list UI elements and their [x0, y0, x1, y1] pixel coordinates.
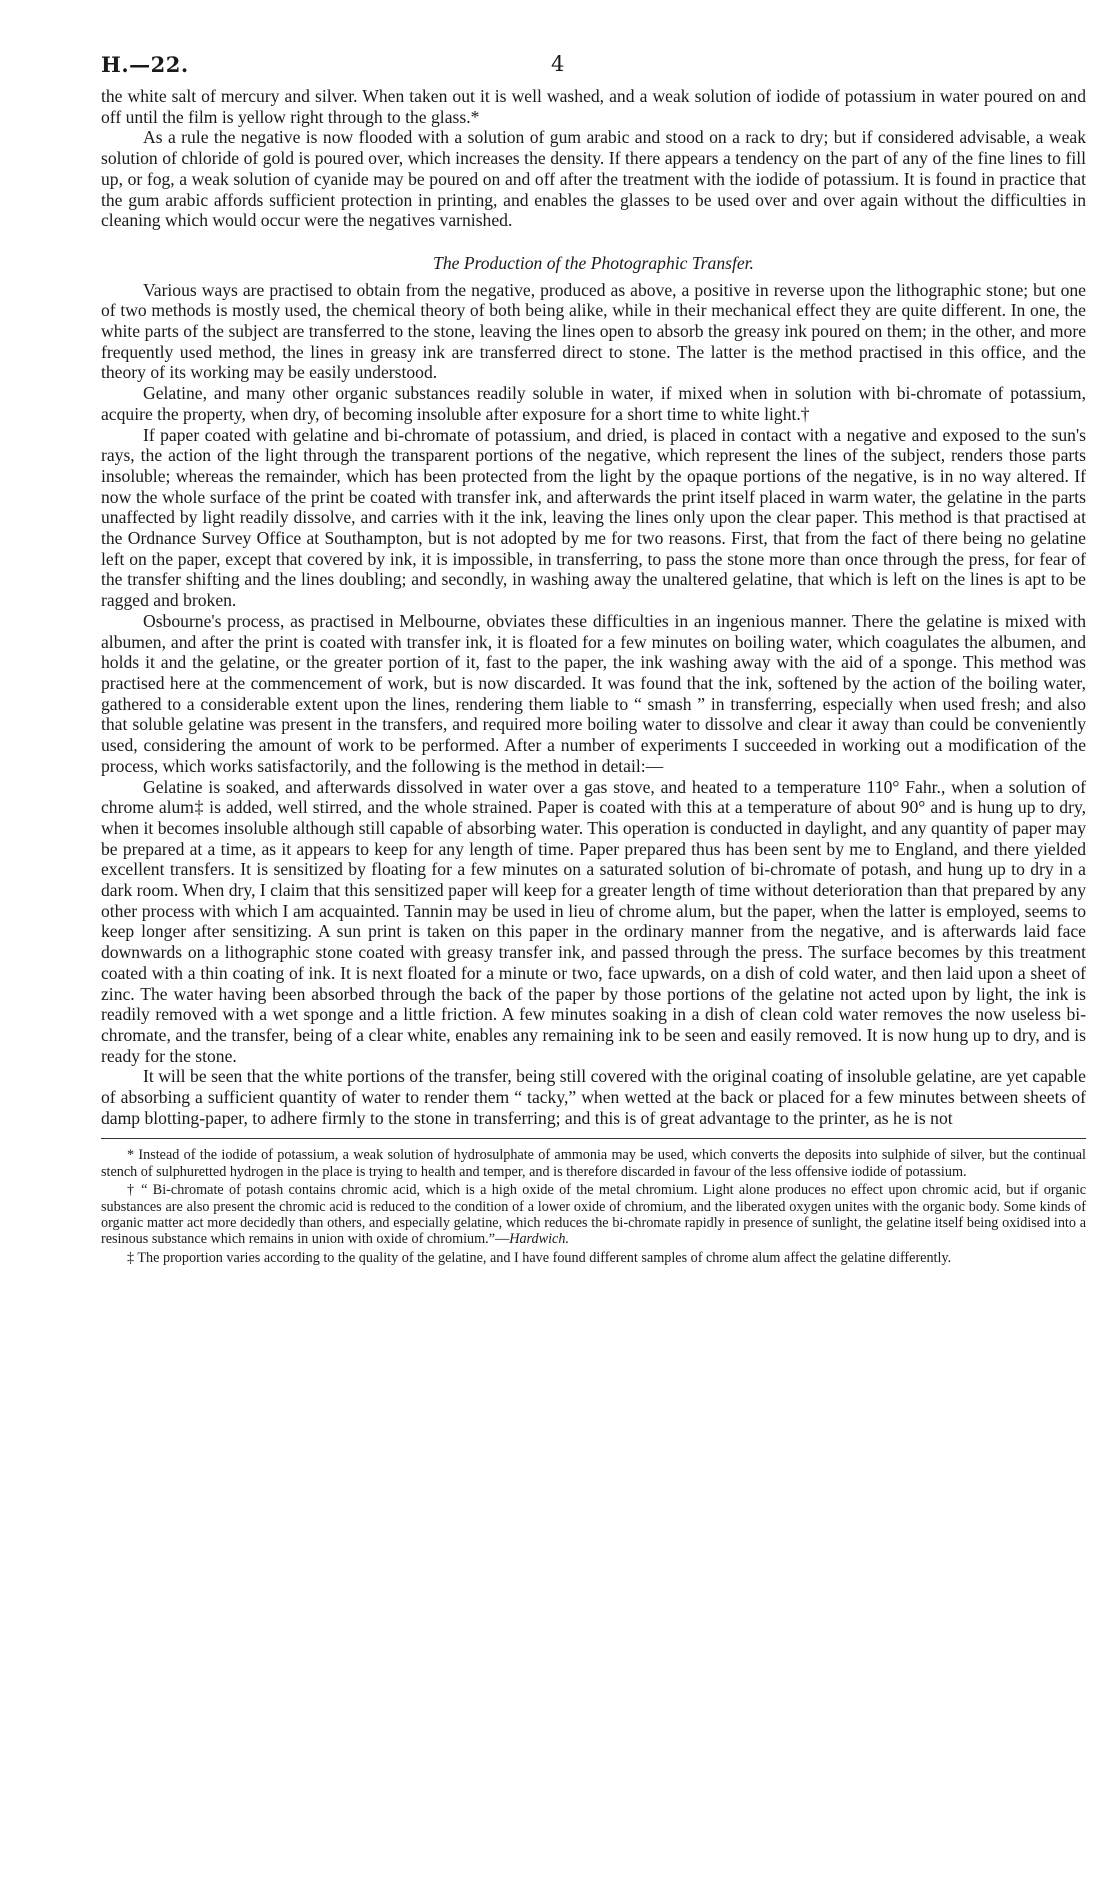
body-text: [101, 86, 1086, 1128]
paragraph: the white salt of mercury and silver. When taken out it is well washed, and a weak solution of iodide of potassium in water poured on and off until the film is yellow right through to the glass.*: [101, 86, 1086, 127]
footnotes: [101, 1147, 1086, 1266]
page-number: 4: [551, 52, 565, 76]
footnote-dagger-text: † “ Bi-chromate of potash contains chromic acid, which is a high oxide of the metal chromium. Light alone produces no effect upon chromic acid, but if organic substances are also present the chromic acid is reduced to the condition of a lower oxide of chromium, and the liberated oxygen unites with the organic body. Some kinds of organic matter act more decidedly than others, and especially gelatine, which reduces the bi-chromate rapidly in presence of sunlight, the gelatine itself being oxidised into a resinous substance which remains in union with oxide of chromium.”—: [101, 1182, 1086, 1248]
paragraph: It will be seen that the white portions of the transfer, being still covered with the original coating of insoluble gelatine, are yet capable of absorbing a sufficient quantity of water to render them “ tacky,” when wetted at the back or placed for a few minutes between sheets of damp blotting-paper, to adhere firmly to the stone in transferring; and this is of great advantage to the printer, as he is not: [101, 1066, 1086, 1128]
document-page: [101, 52, 1086, 1268]
paragraph: If paper coated with gelatine and bi-chromate of potassium, and dried, is placed in contact with a negative and exposed to the sun's rays, the action of the light through the transparent portions of the negative, which represent the lines of the subject, renders those parts insoluble; whereas the remainder, which has been protected from the light by the opaque portions of the negative, is in no way altered. If now the whole surface of the print be coated with transfer ink, and afterwards the print itself placed in warm water, the gelatine in the parts unaffected by light readily dissolve, and carries with it the ink, leaving the lines only upon the clear paper. This method is that practised at the Ordnance Survey Office at Southampton, but is not adopted by me for two reasons. First, that from the fact of there being no gelatine left on the paper, except that covered by ink, it is impossible, in transferring, to pass the stone more than once through the press, for fear of the transfer shifting and the lines doubling; and secondly, in washing away the unaltered gelatine, that which is left on the lines is apt to be ragged and broken.: [101, 424, 1086, 611]
paragraph: Gelatine, and many other organic substances readily soluble in water, if mixed when in solution with bi-chromate of potassium, acquire the property, when dry, of becoming insoluble after exposure for a short time to white light.†: [101, 383, 1086, 424]
footnote-dagger: [101, 1182, 1086, 1248]
section-heading: The Production of the Photographic Transfer.: [433, 252, 754, 273]
page-header: [101, 52, 1086, 86]
footnote-star: * Instead of the iodide of potassium, a weak solution of hydrosulphate of ammonia may be used, which converts the deposits into sulphide of silver, but the continual stench of sulphuretted hydrogen in the place is trying to health and temper, and is therefore discarded in favour of the less offensive iodide of potassium.: [101, 1147, 1086, 1180]
paragraph: Various ways are practised to obtain from the negative, produced as above, a positive in reverse upon the lithographic stone; but one of two methods is mostly used, the chemical theory of both being alike, while in their mechanical effect they are quite different. In one, the white parts of the subject are transferred to the stone, leaving the lines open to absorb the greasy ink poured on them; in the other, and more frequently used method, the lines in greasy ink are transferred direct to stone. The latter is the method practised in this office, and the theory of its working may be easily understood.: [101, 279, 1086, 383]
footnote-divider: [101, 1138, 1086, 1139]
paragraph: As a rule the negative is now flooded with a solution of gum arabic and stood on a rack to dry; but if considered advisable, a weak solution of chloride of gold is poured over, which increases the density. If there appears a tendency on the part of any of the fine lines to fill up, or fog, a weak solution of cyanide may be poured on and off after the treatment with the iodide of potassium. It is found in practice that the gum arabic affords sufficient protection in printing, and enables the glasses to be used over and over again without the difficulties in cleaning which would occur were the negatives varnished.: [101, 127, 1086, 231]
footnote-double-dagger: ‡ The proportion varies according to the quality of the gelatine, and I have found different samples of chrome alum affect the gelatine differently.: [127, 1249, 952, 1266]
paragraph: Gelatine is soaked, and afterwards dissolved in water over a gas stove, and heated to a temperature 110° Fahr., when a solution of chrome alum‡ is added, well stirred, and the whole strained. Paper is coated with this at a temperature of about 90° and is hung up to dry, when it becomes insoluble although still capable of absorbing water. This operation is conducted in daylight, and any quantity of paper may be prepared at a time, as it appears to keep for any length of time. Paper prepared thus has been sent by me to England, and there yielded excellent transfers. It is sensitized by floating for a few minutes on a saturated solution of bi-chromate of potash, and hung up to dry in a dark room. When dry, I claim that this sensitized paper will keep for a greater length of time without deterioration than that prepared by any other process with which I am acquainted. Tannin may be used in lieu of chrome alum, but the paper, when the latter is employed, seems to keep longer after sensitizing. A sun print is taken on this paper in the ordinary manner from the negative, and is afterwards laid face downwards on a lithographic stone coated with greasy transfer ink, and passed through the press. The surface becomes by this treatment coated with a thin coating of ink. It is next floated for a minute or two, face upwards, on a dish of cold water, and then laid upon a sheet of zinc. The water having been absorbed through the back of the paper by those portions of the gelatine not acted upon by light, the ink is readily removed with a wet sponge and a little friction. A few minutes soaking in a dish of clean cold water removes the now useless bi-chromate, and the transfer, being of a clear white, enables any remaining ink to be seen and easily removed. It is now hung up to dry, and is ready for the stone.: [101, 776, 1086, 1066]
document-id: H.—22.: [101, 52, 189, 77]
paragraph: Osbourne's process, as practised in Melbourne, obviates these difficulties in an ingenious manner. There the gelatine is mixed with albumen, and after the print is coated with transfer ink, it is floated for a few minutes on boiling water, which coagulates the albumen, and holds it and the gelatine, or the greater portion of it, fast to the paper, the ink washing away with the aid of a sponge. This method was practised here at the commencement of work, but is now discarded. It was found that the ink, softened by the action of the boiling water, gathered to a considerable extent upon the lines, rendering them liable to “ smash ” in transferring, especially when used fresh; and also that soluble gelatine was present in the transfers, and required more boiling water to dissolve and clear it away than could be conveniently used, considering the amount of work to be performed. After a number of experiments I succeeded in working out a modification of the process, which works satisfactorily, and the following is the method in detail:—: [101, 610, 1086, 776]
footnote-attribution: Hardwich.: [509, 1231, 569, 1248]
